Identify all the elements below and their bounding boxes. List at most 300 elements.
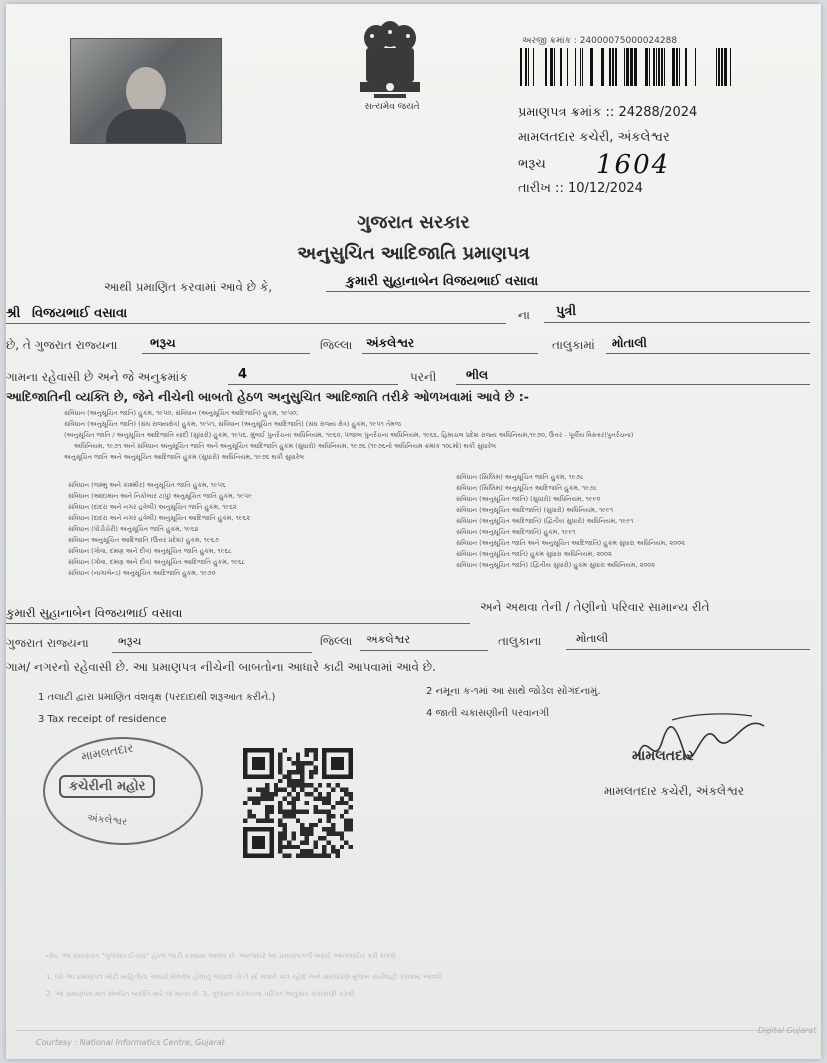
orders-intro — [64, 408, 774, 463]
qr-module — [305, 752, 309, 756]
order-line: અધિનિયમ, ૧૯૭૧ અને સંવિધાન અનુસૂચિત જાતિ અને અનુસૂચિત આદિજાતિ હુકમ (સુધારો) અધિનિયમ, ૧૯૭૬ (૧૯૭૬નો અધિનિયમ ક્રમાંક ૧૦૮મો) થકી સુધારેલ — [74, 442, 497, 450]
barcode-bar — [656, 48, 657, 86]
qr-module — [309, 774, 313, 778]
qr-module — [300, 774, 304, 778]
qr-module — [327, 796, 331, 800]
barcode-bar — [575, 48, 576, 86]
barcode-bar — [626, 48, 629, 86]
qr-module — [269, 836, 273, 840]
qr-module — [327, 774, 331, 778]
district-label: જિલ્લા — [320, 338, 353, 352]
qr-module — [256, 766, 260, 770]
qr-module — [313, 805, 317, 809]
qr-module — [322, 849, 326, 853]
qr-module — [335, 854, 339, 858]
signature-scribble — [632, 708, 772, 778]
qr-module — [349, 757, 353, 761]
qr-module — [261, 845, 265, 849]
qr-module — [300, 783, 304, 787]
qr-module — [287, 810, 291, 814]
taluka-value: અંકલેશ્વર — [366, 336, 415, 350]
qr-module — [344, 801, 348, 805]
barcode-bar — [550, 48, 553, 86]
qr-module — [269, 845, 273, 849]
qr-module — [278, 779, 282, 783]
qr-module — [278, 849, 282, 853]
qr-module — [265, 827, 269, 831]
qr-module — [256, 840, 260, 844]
qr-module — [261, 796, 265, 800]
qr-module — [322, 845, 326, 849]
order-line: (અનુસૂચિત જાતિ / અનુસૂચિત આદિજાતિ યાદી (સુધારો) હુકમ, ૧૯૫૬, મુંબઈ પુનર્રચના અધિનિયમ, ૧૯૬૦, પંજાબ પુનર્રચના અધિનિયમ, ૧૯૬૬, હિમાચલ પ્રદેશ રાજ્ય અધિનિયમ,૧૯૭૦, ઉત્તર - પૂર્વીય વિસ્તાર(પુનર્રચના) — [64, 431, 634, 439]
barcode-bar — [580, 48, 581, 86]
district-underline — [142, 353, 310, 354]
qr-module — [287, 854, 291, 858]
qr-module — [256, 757, 260, 761]
qr-module — [313, 810, 317, 814]
qr-module — [309, 854, 313, 858]
qr-module — [243, 827, 247, 831]
qr-module — [252, 796, 256, 800]
order-line: સંવિધાન (અનુસૂચિત જાતિ) (સંઘ રાજ્યક્ષેત્ર) હુકમ, ૧૯૫૧, સંવિધાન (અનુસૂચિત આદિજાતિ) (સંઘ રાજ્ય ક્ષેત્ર) હુકમ, ૧૯૫૧ તેમજ — [64, 420, 401, 428]
qr-module — [305, 832, 309, 836]
qr-module — [283, 845, 287, 849]
qr-module — [309, 783, 313, 787]
qr-module — [305, 854, 309, 858]
qr-module — [278, 801, 282, 805]
national-emblem-icon — [352, 18, 428, 108]
order-item: સંવિધાન (સિક્કિમ) અનુસૂચિત જાતિ હુકમ, ૧૯૭૮ — [456, 473, 584, 481]
qr-module — [300, 823, 304, 827]
qr-module — [305, 827, 309, 831]
signatory-title: મામલતદાર — [632, 748, 694, 764]
village2-underline — [566, 649, 810, 650]
qr-module — [283, 823, 287, 827]
qr-module — [305, 761, 309, 765]
qr-module — [322, 766, 326, 770]
qr-module — [243, 854, 247, 858]
barcode-bar — [649, 48, 650, 86]
qr-module — [269, 840, 273, 844]
qr-module — [252, 827, 256, 831]
qr-module — [344, 827, 348, 831]
qr-module — [322, 761, 326, 765]
qr-module — [349, 766, 353, 770]
qr-module — [261, 766, 265, 770]
qr-module — [313, 854, 317, 858]
qr-module — [243, 801, 247, 805]
qr-module — [291, 801, 295, 805]
taluka-value-2: અંકલેશ્વર — [366, 633, 411, 646]
qr-module — [243, 761, 247, 765]
order-item: સંવિધાન (અનુસૂચિત જાતિ અને અનુસૂચિત આદિજાતિ) હુકમ સુધારા અધિનિયમ, ૨૦૦૨ — [456, 539, 685, 547]
qr-module — [252, 766, 256, 770]
barcode-bar — [653, 48, 655, 86]
qr-module — [283, 827, 287, 831]
qr-module — [331, 757, 335, 761]
qr-module — [322, 810, 326, 814]
barcode-bar — [624, 48, 625, 86]
qr-module — [318, 796, 322, 800]
qr-module — [331, 814, 335, 818]
qr-module — [300, 849, 304, 853]
qr-module — [340, 766, 344, 770]
qr-module — [278, 752, 282, 756]
qr-module — [291, 805, 295, 809]
qr-module — [300, 788, 304, 792]
issue-date: તારીખ :: 10/12/2024 — [518, 181, 643, 196]
qr-module — [261, 757, 265, 761]
qr-module — [331, 849, 335, 853]
stamp-line: મામલતદાર — [80, 740, 135, 764]
qr-module — [291, 779, 295, 783]
qr-module — [322, 827, 326, 831]
barcode-bar — [590, 48, 593, 86]
na-label: ના — [518, 308, 530, 322]
qr-module — [305, 849, 309, 853]
order-item: સંવિધાન (પોંડીચેરી) અનુસૂચિત જાતિ હુકમ, ૧૯૬૪ — [68, 525, 199, 533]
footer-notes — [46, 952, 806, 999]
barcode-bar — [533, 48, 534, 86]
qr-module — [296, 766, 300, 770]
qr-module — [331, 788, 335, 792]
digital-gujarat-logo: Digital Gujarat — [758, 1026, 817, 1035]
qr-module — [269, 766, 273, 770]
qr-module — [265, 783, 269, 787]
qr-module — [296, 779, 300, 783]
qr-module — [305, 801, 309, 805]
qr-module — [327, 810, 331, 814]
stamp-line: અંકલેશ્વર — [86, 812, 128, 829]
qr-module — [256, 801, 260, 805]
barcode-bar — [645, 48, 648, 86]
qr-module — [340, 801, 344, 805]
qr-module — [243, 849, 247, 853]
qr-module — [309, 849, 313, 853]
qr-module — [252, 801, 256, 805]
taluka2-underline — [360, 650, 488, 651]
qr-module — [256, 836, 260, 840]
qr-module — [265, 796, 269, 800]
qr-module — [269, 752, 273, 756]
qr-module — [287, 757, 291, 761]
qr-module — [340, 836, 344, 840]
qr-module — [344, 823, 348, 827]
qr-module — [291, 832, 295, 836]
qr-module — [283, 788, 287, 792]
qr-module — [318, 810, 322, 814]
qr-module — [313, 823, 317, 827]
footer-credit: Courtesy : National Informatics Centre, Gujarat — [36, 1038, 225, 1047]
qr-module — [340, 845, 344, 849]
qr-module — [278, 757, 282, 761]
qr-module — [287, 770, 291, 774]
qr-module — [300, 810, 304, 814]
qr-module — [269, 849, 273, 853]
qr-module — [331, 845, 335, 849]
qr-module — [291, 770, 295, 774]
qr-module — [349, 774, 353, 778]
barcode-bar — [520, 48, 522, 86]
taluka-label-2: તાલુકાના — [498, 634, 542, 648]
qr-module — [283, 796, 287, 800]
barcode-bar — [718, 48, 720, 86]
barcode-bar — [661, 48, 663, 86]
qr-module — [278, 818, 282, 822]
qr-module — [327, 818, 331, 822]
qr-module — [291, 796, 295, 800]
applicant-photo — [70, 38, 222, 144]
qr-module — [349, 823, 353, 827]
certificate-number: પ્રમાણપત્ર ક્રમાંક :: 24288/2024 — [518, 105, 698, 120]
order-item: સંવિધાન (અનુસૂચિત આદિજાતિ) હુકમ, ૧૯૯૧ — [456, 528, 576, 536]
order-item: સંવિધાન (જમ્મુ અને કાશ્મીર) અનુસૂચિત જાતિ હુકમ, ૧૯૫૬ — [68, 481, 226, 489]
basis-item: 1 તલાટી દ્વારા પ્રમાણિત વંશવૃક્ષ (પરદાદાથી શરૂઆત કરીને.) — [38, 692, 276, 703]
qr-module — [291, 836, 295, 840]
qr-module — [265, 805, 269, 809]
qr-module — [256, 827, 260, 831]
qr-module — [269, 774, 273, 778]
barcode-bar — [730, 48, 731, 86]
qr-module — [291, 814, 295, 818]
qr-module — [327, 783, 331, 787]
barcode — [520, 48, 736, 86]
qr-module — [265, 814, 269, 818]
qr-module — [344, 788, 348, 792]
qr-module — [318, 854, 322, 858]
order-item: સંવિધાન (અનુસૂચિત જાતિ) (દ્વિતીય સુધારો) હુકમ સુધારા અધિનિયમ, ૨૦૦૨ — [456, 561, 656, 569]
footer-note: 2. આ પ્રમાણપત્ર માત્ર સંબંધિત વ્યક્તિ માટે જ માન્ય છે. 3. ગુજરાત સરકારના પરિપત્ર અનુસાર ચકાસણી કરવી. — [46, 990, 357, 998]
district2-underline — [112, 652, 312, 653]
qr-module — [340, 774, 344, 778]
certificate-title: અનુસુચિત આદિજાતિ પ્રમાણપત્ર — [297, 243, 530, 264]
qr-module — [296, 845, 300, 849]
qr-module — [349, 770, 353, 774]
qr-module — [335, 748, 339, 752]
qr-module — [349, 752, 353, 756]
qr-module — [274, 792, 278, 796]
certificate-paper — [6, 4, 821, 1059]
qr-module — [278, 805, 282, 809]
qr-module — [300, 832, 304, 836]
qr-module — [300, 854, 304, 858]
barcode-bar — [612, 48, 614, 86]
order-line: અનુસૂચિત જાતિ અને અનુસૂચિત આદિજાતિ હુકમ (સુધારો) અધિનિયમ, ૧૯૭૬ થકી સુધારેલ — [64, 453, 305, 461]
qr-module — [340, 814, 344, 818]
qr-module — [256, 854, 260, 858]
qr-module — [296, 792, 300, 796]
qr-module — [278, 766, 282, 770]
qr-module — [243, 818, 247, 822]
qr-module — [300, 840, 304, 844]
basis-item: 2 નમૂના ક-૧માં આ સાથે જોડેલ સોગંદનામું. — [426, 686, 601, 697]
village-value-2: મોતાલી — [576, 632, 608, 645]
qr-module — [335, 849, 339, 853]
qr-module — [265, 774, 269, 778]
qr-module — [327, 801, 331, 805]
qr-module — [296, 770, 300, 774]
qr-module — [247, 774, 251, 778]
taluka-label: તાલુકામાં — [552, 338, 595, 352]
footer-note: 1. જો આ પ્રમાણપત્ર ખોટી માહિતીના આધારે મેળવેલ હોવાનું જણાશે તો તે રદ થવાને પાત્ર રહેશે અને ધારાધોરણ મુજબ કાર્યવાહી કરવામાં આવશે. — [46, 973, 444, 981]
qr-module — [349, 818, 353, 822]
qr-module — [335, 761, 339, 765]
orders-right-column — [456, 472, 796, 571]
order-item: સંવિધાન (આંદામાન અને નિકોબાર ટાપુ) અનુસૂચિત જાતિ હુકમ, ૧૯૫૯ — [68, 492, 253, 500]
barcode-bar — [582, 48, 583, 86]
issuing-office: મામલતદાર કચેરી, અંકલેશ્વર — [518, 130, 670, 145]
qr-module — [278, 840, 282, 844]
qr-module — [269, 748, 273, 752]
qr-module — [300, 766, 304, 770]
qr-module — [243, 770, 247, 774]
qr-module — [331, 766, 335, 770]
qr-module — [344, 818, 348, 822]
qr-module — [252, 814, 256, 818]
qr-module — [309, 761, 313, 765]
qr-module — [278, 810, 282, 814]
qr-module — [309, 827, 313, 831]
state-text-2: ગુજરાત રાજ્યના — [6, 636, 89, 650]
qr-module — [283, 832, 287, 836]
barcode-bar — [528, 48, 529, 86]
qr-module — [300, 770, 304, 774]
state-text: છે, તે ગુજરાત રાજ્યના — [6, 338, 118, 352]
basis-item: 4 જાતી ચકાસણીની પરવાનગી — [426, 708, 550, 719]
qr-module — [318, 818, 322, 822]
qr-module — [247, 796, 251, 800]
qr-module — [322, 796, 326, 800]
qr-module — [287, 814, 291, 818]
qr-module — [305, 792, 309, 796]
qr-module — [313, 766, 317, 770]
relation-underline — [544, 322, 810, 323]
qr-module — [331, 748, 335, 752]
qr-module — [265, 748, 269, 752]
qr-module — [322, 752, 326, 756]
order-item: સંવિધાન (નાગાલેન્ડ) અનુસૂચિત આદિજાતિ હુકમ, ૧૯૭૦ — [68, 569, 216, 577]
applicant-name-2: કુમારી સુહાનાબેન વિજયભાઈ વસાવા — [6, 606, 183, 620]
qr-module — [287, 774, 291, 778]
qr-module — [349, 827, 353, 831]
taluka-underline — [362, 353, 538, 354]
qr-module — [287, 801, 291, 805]
barcode-bar — [601, 48, 604, 86]
qr-module — [269, 761, 273, 765]
qr-module — [261, 761, 265, 765]
qr-module — [318, 836, 322, 840]
qr-module — [269, 770, 273, 774]
qr-module — [265, 792, 269, 796]
handwritten-number: 1604 — [596, 150, 671, 180]
qr-module — [278, 788, 282, 792]
qr-module — [349, 845, 353, 849]
order-item: સંવિધાન (અનુસૂચિત જાતિ) હુકમ સુધારા અધિનિયમ, ૨૦૦૨ — [456, 550, 612, 558]
qr-module — [296, 761, 300, 765]
qr-module — [256, 761, 260, 765]
tribe-name: ભીલ — [466, 368, 489, 382]
qr-module — [252, 836, 256, 840]
qr-module — [335, 832, 339, 836]
qr-module — [261, 792, 265, 796]
applicant-name: કુમારી સુહાનાબેન વિજયભાઈ વસાવા — [346, 274, 539, 289]
qr-module — [296, 810, 300, 814]
qr-module — [283, 836, 287, 840]
qr-module — [340, 761, 344, 765]
order-item: સંવિધાન (અનુસૂચિત જાતિ) (સુધારો) અધિનિયમ, ૧૯૯૦ — [456, 495, 601, 503]
qr-module — [331, 774, 335, 778]
barcode-bar — [676, 48, 678, 86]
barcode-bar — [615, 48, 617, 86]
qr-module — [261, 836, 265, 840]
qr-module — [300, 779, 304, 783]
qr-module — [300, 761, 304, 765]
qr-module — [256, 748, 260, 752]
qr-module — [296, 757, 300, 761]
tribe-underline — [456, 384, 810, 385]
qr-module — [243, 752, 247, 756]
qr-module — [313, 752, 317, 756]
qr-module — [283, 814, 287, 818]
district-label-2: જિલ્લા — [320, 634, 353, 648]
barcode-bar — [658, 48, 660, 86]
qr-module — [252, 840, 256, 844]
qr-module — [243, 845, 247, 849]
father-prefix: શ્રી — [6, 306, 21, 321]
qr-module — [313, 770, 317, 774]
qr-module — [331, 805, 335, 809]
qr-module — [340, 757, 344, 761]
qr-module — [340, 832, 344, 836]
barcode-bar — [545, 48, 547, 86]
qr-module — [305, 810, 309, 814]
qr-module — [256, 788, 260, 792]
qr-module — [256, 774, 260, 778]
qr-module — [309, 823, 313, 827]
barcode-bar — [672, 48, 675, 86]
village-value: મોતાલી — [612, 336, 647, 350]
certify-text: આથી પ્રમાણિત કરવામાં આવે છે કે, — [104, 280, 273, 294]
emblem-caption: સત્યમેવ જયતે — [364, 102, 420, 112]
qr-module — [252, 748, 256, 752]
qr-module — [335, 783, 339, 787]
qr-module — [335, 774, 339, 778]
qr-module — [305, 748, 309, 752]
order-item: સંવિધાન (અનુસૂચિત આદિજાતિ) (દ્વિતીય સુધારો) અધિનિયમ, ૧૯૯૧ — [456, 517, 634, 525]
qr-module — [344, 792, 348, 796]
qr-module — [243, 748, 247, 752]
qr-module — [243, 757, 247, 761]
qr-module — [252, 854, 256, 858]
qr-module — [283, 810, 287, 814]
qr-module — [313, 845, 317, 849]
qr-module — [278, 832, 282, 836]
qr-module — [274, 788, 278, 792]
qr-module — [278, 770, 282, 774]
district-value-2: ભરૂચ — [118, 635, 142, 648]
qr-module — [309, 792, 313, 796]
qr-module — [322, 801, 326, 805]
qr-module — [322, 854, 326, 858]
qr-module — [252, 774, 256, 778]
qr-module — [296, 854, 300, 858]
barcode-bar — [721, 48, 723, 86]
tribe-statement: આદિજાતિની વ્યક્તિ છે, જેને નીચેની બાબતો હેઠળ અનુસુચિત આદિજાતિ તરીકે ઓળખવામાં આવે છે :- — [6, 389, 529, 404]
qr-module — [322, 757, 326, 761]
serial-underline — [228, 384, 398, 385]
qr-module — [344, 840, 348, 844]
qr-module — [261, 748, 265, 752]
